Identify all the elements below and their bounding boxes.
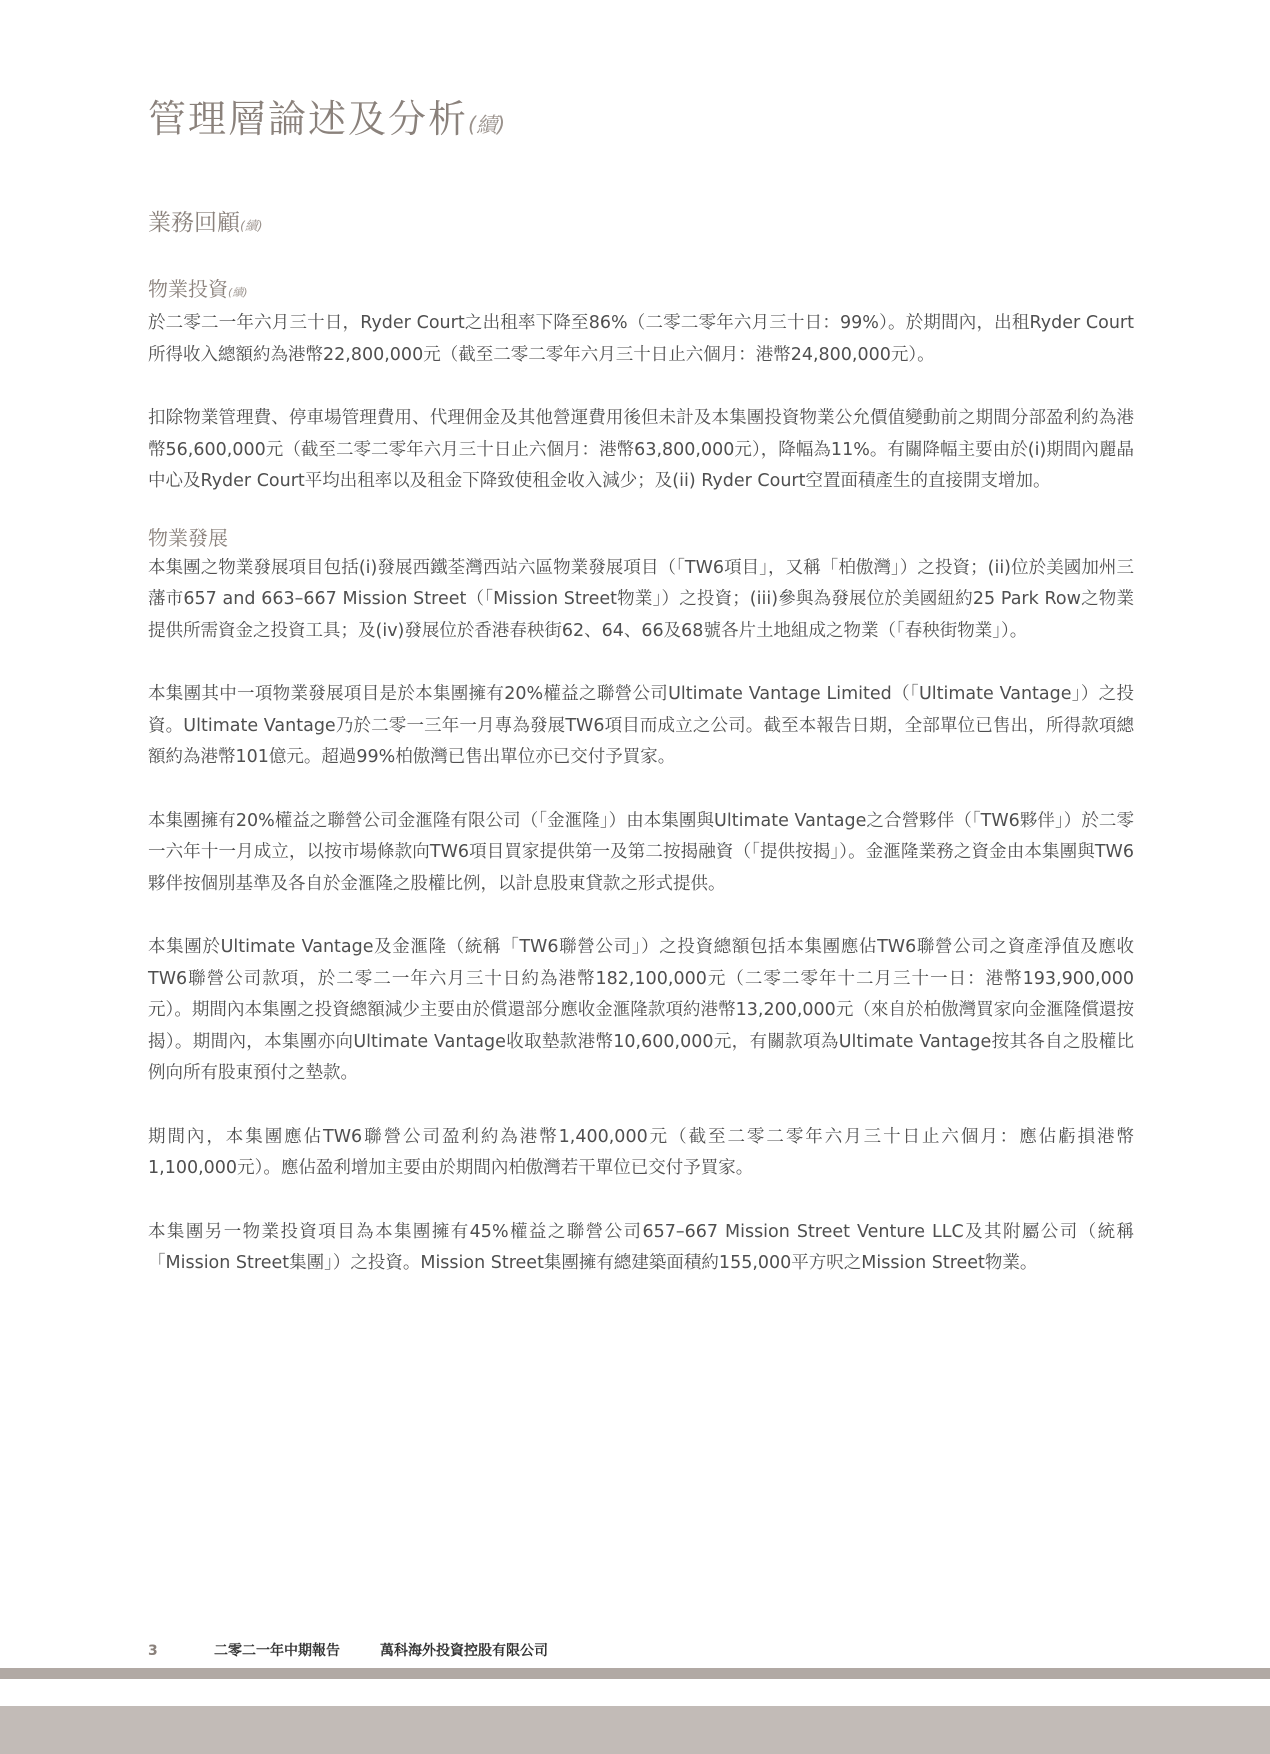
paragraph: 期間內，本集團應佔TW6聯營公司盈利約為港幣1,400,000元（截至二零二零年六月三十日止六個月：應佔虧損港幣1,100,000元）。應佔盈利增加主要由於期間內柏傲灣若干單位已交付予買家。 — [148, 1126, 1134, 1178]
page-footer — [148, 1640, 548, 1660]
page-title: 管理層論述及分析(續) — [148, 97, 506, 141]
report-name: 二零二一年中期報告 — [214, 1643, 340, 1659]
page-number: 3 — [148, 1643, 158, 1659]
paragraph: 本集團於Ultimate Vantage及金滙隆（統稱「TW6聯營公司」）之投資總額包括本集團應佔TW6聯營公司之資產淨值及應收TW6聯營公司款項，於二零二一年六月三十日約為港幣182,100,000元（二零二零年十二月三十一日：港幣193,900,000元）。期間內本集團之投資總額減少主要由於償還部分應收金滙隆款項約港幣13,200,000元（來自於柏傲灣買家向金滙隆償還按揭）。期間內，本集團亦向Ultimate Vantage收取墊款港幣10,600,000元，有關款項為Ultimate Vantage按其各自之股權比例向所有股東預付之墊款。 — [148, 937, 1134, 1083]
paragraph: 本集團之物業發展項目包括(i)發展西鐵荃灣西站六區物業發展項目（「TW6項目」，又稱「柏傲灣」）之投資；(ii)位於美國加州三藩市657 and 663–667 Mission Street（「Mission Street物業」）之投資；(iii)參與為發展位於美國紐約25 Park Row之物業提供所需資金之投資工具；及(iv)發展位於香港春秧街62、64、66及68號各片土地組成之物業（「春秧街物業」）。 — [148, 557, 1134, 641]
subheading-property-development: 物業發展 — [148, 525, 228, 550]
paragraph: 本集團其中一項物業發展項目是於本集團擁有20%權益之聯營公司Ultimate Vantage Limited（「Ultimate Vantage」）之投資。Ultimate Vantage乃於二零一三年一月專為發展TW6項目而成立之公司。截至本報告日期，全部單位已售出，所得款項總額約為港幣101億元。超過99%柏傲灣已售出單位亦已交付予買家。 — [148, 684, 1134, 767]
company-name: 萬科海外投資控股有限公司 — [380, 1643, 548, 1659]
footer-band-top — [0, 1668, 1270, 1679]
footer-band-bottom — [0, 1706, 1270, 1754]
page-title-continued: (續) — [468, 113, 506, 137]
paragraph: 於二零二一年六月三十日，Ryder Court之出租率下降至86%（二零二零年六月三十日：99%）。於期間內，出租Ryder Court所得收入總額約為港幣22,800,000元（截至二零二零年六月三十日止六個月：港幣24,800,000元）。 — [148, 313, 1134, 365]
subheading-property-investment: 物業投資(續) — [148, 277, 248, 301]
subheading-continued: (續) — [228, 286, 248, 299]
main-content — [148, 274, 1134, 1280]
paragraph: 本集團擁有20%權益之聯營公司金滙隆有限公司（「金滙隆」）由本集團與Ultimate Vantage之合營夥伴（「TW6夥伴」）於二零一六年十一月成立，以按市場條款向TW6項目買家提供第一及第二按揭融資（「提供按揭」）。金滙隆業務之資金由本集團與TW6夥伴按個別基準及各自於金滙隆之股權比例，以計息股東貸款之形式提供。 — [148, 810, 1134, 894]
section-title: 業務回顧(續) — [148, 210, 263, 236]
paragraph: 本集團另一物業投資項目為本集團擁有45%權益之聯營公司657–667 Mission Street Venture LLC及其附屬公司（統稱「Mission Street集團」）之投資。Mission Street集團擁有總建築面積約155,000平方呎之Mission Street物業。 — [148, 1221, 1134, 1273]
paragraph: 扣除物業管理費、停車場管理費用、代理佣金及其他營運費用後但未計及本集團投資物業公允價值變動前之期間分部盈利約為港幣56,600,000元（截至二零二零年六月三十日止六個月：港幣63,800,000元），降幅為11%。有關降幅主要由於(i)期間內麗晶中心及Ryder Court平均出租率以及租金下降致使租金收入減少；及(ii) Ryder Court空置面積產生的直接開支增加。 — [148, 408, 1134, 491]
section-title-continued: (續) — [240, 218, 263, 233]
